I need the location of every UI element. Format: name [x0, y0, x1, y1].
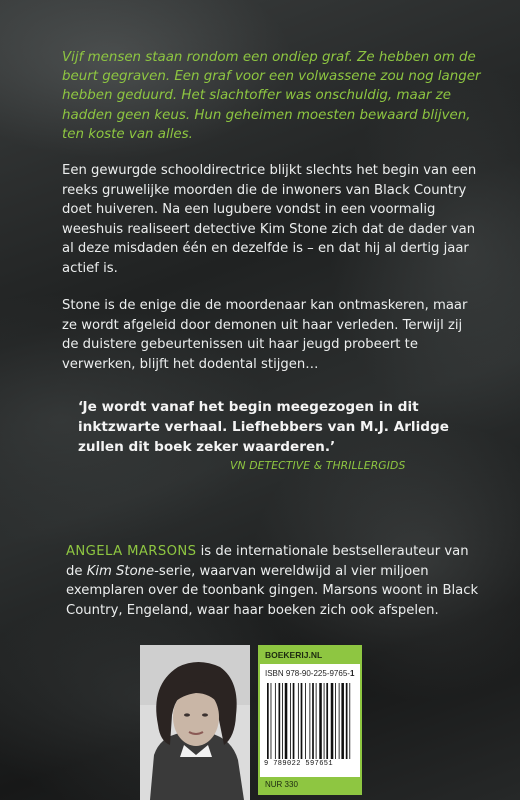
isbn-prefix: ISBN 978-90-225-9765-	[265, 669, 350, 678]
author-bio-text-1: is de internationale bestsellerauteur van de	[66, 544, 469, 579]
publisher-label: BOEKERIJ.NL	[260, 647, 360, 664]
synopsis-paragraph-1: Een gewurgde schooldirectrice blijkt slechts het begin van een reeks gruwelijke moorden die de inwoners van Black Country doet huiveren. Na een lugubere vondst in een voormalig weeshuis realiseert detective Kim Stone zich dat de dader van al deze misdaden één en dezelfde is – en dat hij al dertig jaar actief is.	[62, 163, 477, 276]
synopsis-paragraph-2: Stone is de enige die de moordenaar kan ontmaskeren, maar ze wordt afgeleid door demonen uit haar verleden. Terwijl zij de duistere gebeurtenissen uit haar jeugd probeert te verwerken, blijft het dodental stijgen…	[62, 298, 468, 372]
series-name: Kim Stone	[86, 563, 155, 579]
barcode-panel	[258, 645, 362, 795]
barcode-icon	[266, 683, 354, 761]
nur-code: NUR 330	[260, 777, 360, 793]
review-quote: ‘Je wordt vanaf het begin meegezogen in dit inktzwarte verhaal. Liefhebbers van M.J. Arlidge zullen dit boek zeker waarderen.’	[78, 399, 449, 455]
author-bio	[66, 542, 486, 620]
review-source: VN DETECTIVE & THRILLERGIDS	[230, 459, 406, 472]
author-bio-text-2: -serie, waarvan wereldwijd al vier miljoen exemplaren over de toonbank gingen. Marsons woont in Black Country, Engeland, waar haar boeken zich ook afspelen.	[66, 563, 479, 618]
teaser-text: Vijf mensen staan rondom een ondiep graf. Ze hebben om de beurt gegraven. Een graf voor een volwassene zou nog langer hebben geduurd. Het slachtoffer was onschuldig, maar ze hadden geen keus. Hun geheimen moesten bewaard blijven, ten koste van alles.	[62, 50, 481, 142]
isbn-text	[265, 669, 354, 678]
author-photo	[140, 645, 250, 800]
isbn-check-digit: 1	[349, 669, 355, 678]
author-name: ANGELA MARSONS	[66, 544, 197, 559]
barcode-digits: 9 789022 597651	[264, 760, 334, 768]
